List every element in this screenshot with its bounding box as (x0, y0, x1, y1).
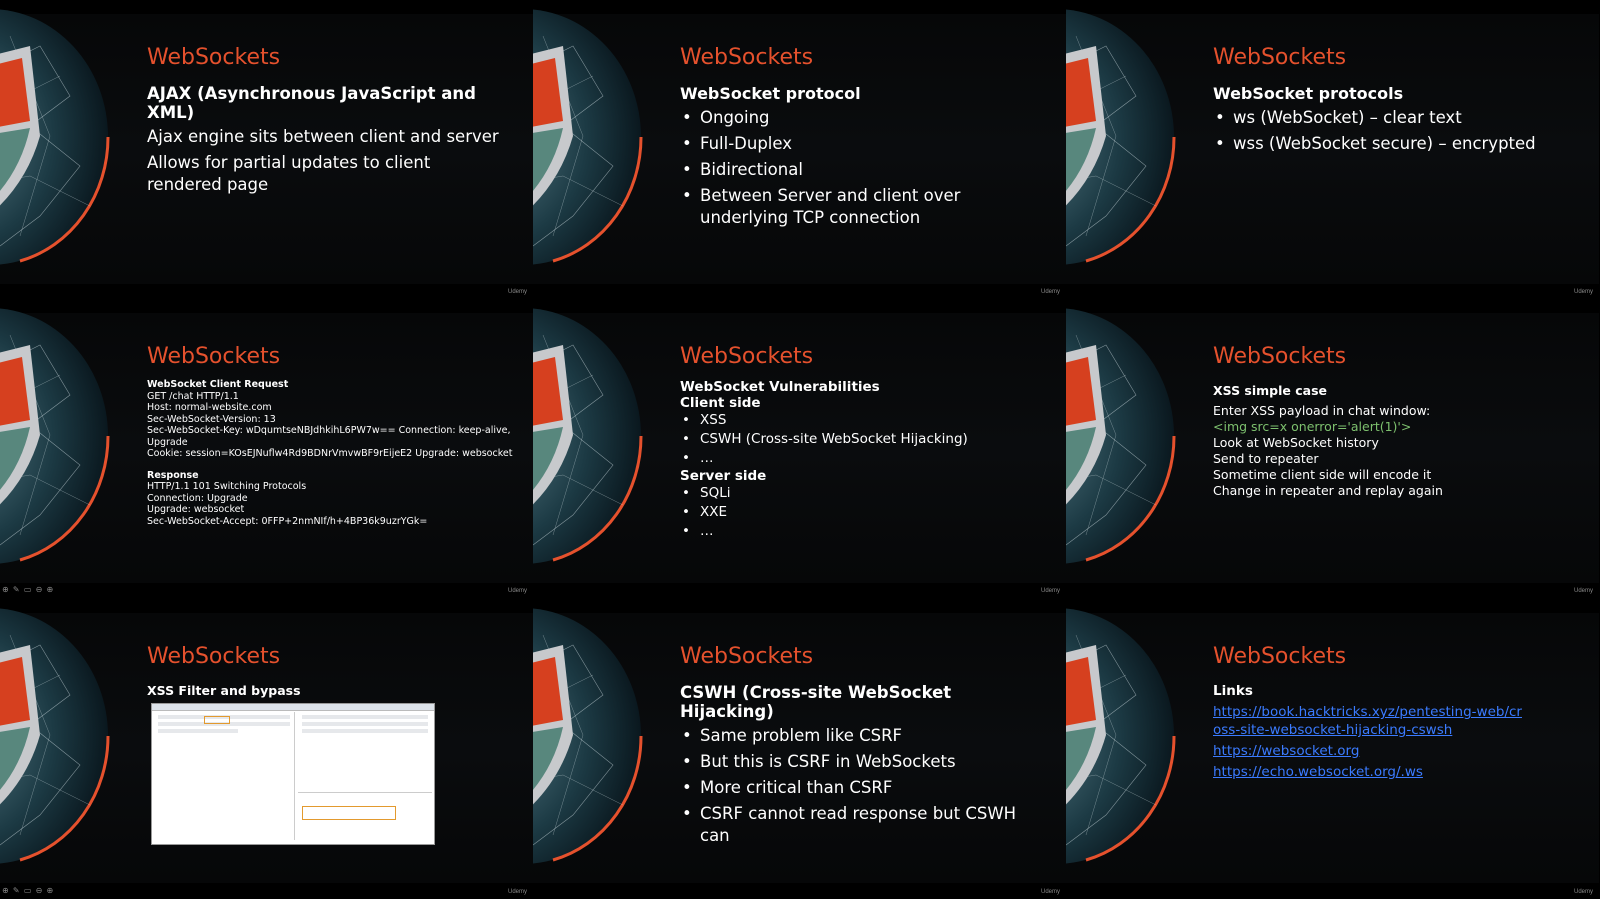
screenshot-left-pane (154, 712, 295, 840)
client-side-heading: Client side (680, 395, 761, 411)
request-line: Sec-WebSocket-Key: wDqumtseNBJdhkihL6PW7w== Connection: keep-alive, Upgrade (147, 425, 511, 448)
text-line: Look at WebSocket history (1213, 435, 1379, 450)
bullet-item: • wss (WebSocket secure) – encrypted (1213, 133, 1581, 155)
watermark: Udemy (1040, 889, 1060, 895)
bullet-list (680, 107, 1048, 229)
bullet-item: • But this is CSRF in WebSockets (680, 751, 1048, 773)
slide-vulnerabilities[interactable] (533, 299, 1066, 598)
globe-shield-icon (0, 605, 110, 867)
watermark: Udemy (1573, 889, 1593, 895)
bullet-item: • … (680, 522, 1048, 541)
slide-title: WebSockets (680, 644, 814, 669)
watermark: Udemy (507, 588, 527, 594)
slide-content (680, 683, 1048, 851)
globe-shield-icon (1066, 605, 1176, 867)
bullet-item: • Bidirectional (680, 159, 1048, 181)
payload-line: <img src=x onerror='alert(1)'> (1213, 419, 1412, 434)
slide-toolbar[interactable]: ⊕ ✎ ▭ ⊖ ⊕ (2, 585, 55, 594)
request-line: GET /chat HTTP/1.1 (147, 390, 239, 402)
slide-content (147, 683, 515, 702)
text-line: Change in repeater and replay again (1213, 483, 1443, 498)
bullet-item: • XSS (680, 411, 1048, 430)
globe-shield-icon (0, 305, 110, 567)
server-side-heading: Server side (680, 468, 767, 484)
text-line: Enter XSS payload in chat window: (1213, 403, 1431, 418)
watermark: Udemy (1573, 289, 1593, 295)
slide-content (1213, 383, 1581, 499)
screenshot-toolbar (152, 704, 434, 711)
slide-websocket-protocols[interactable] (1066, 0, 1599, 299)
globe-shield-icon (1066, 6, 1176, 268)
slide-subtitle: AJAX (Asynchronous JavaScript and XML) (147, 84, 476, 122)
globe-shield-icon (533, 6, 643, 268)
text-line: Send to repeater (1213, 451, 1319, 466)
text-line: Sometime client side will encode it (1213, 467, 1432, 482)
slide-title: WebSockets (147, 344, 281, 369)
screenshot-right-pane (298, 712, 432, 840)
slide-client-request[interactable] (0, 299, 533, 598)
slide-subtitle: WebSocket protocols (1213, 84, 1404, 103)
slide-title: WebSockets (1213, 644, 1347, 669)
slide-websocket-protocol[interactable] (533, 0, 1066, 299)
bullet-item: • ws (WebSocket) – clear text (1213, 107, 1581, 129)
globe-shield-icon (1066, 305, 1176, 567)
client-bullet-list (680, 411, 1048, 468)
slide-links[interactable] (1066, 599, 1599, 899)
slide-subtitle: XSS Filter and bypass (147, 683, 301, 698)
slide-subtitle: WebSocket protocol (680, 84, 861, 103)
slide-content (1213, 84, 1581, 159)
bullet-item: • Same problem like CSRF (680, 725, 1048, 747)
link-hacktricks[interactable]: https://book.hacktricks.xyz/pentesting-web/cross-site-websocket-hijacking-cswsh (1213, 704, 1522, 738)
slide-subtitle: XSS simple case (1213, 383, 1328, 398)
slide-cswh[interactable] (533, 599, 1066, 899)
request-line: Host: normal-website.com (147, 402, 272, 413)
bullet-item: • SQLi (680, 484, 1048, 503)
watermark: Udemy (1040, 289, 1060, 295)
link-websocket-org[interactable]: https://websocket.org (1213, 743, 1360, 759)
globe-shield-icon (533, 305, 643, 567)
watermark: Udemy (1040, 588, 1060, 594)
bullet-item: • CSRF cannot read response but CSWH can (680, 803, 1040, 847)
watermark: Udemy (1573, 588, 1593, 594)
slide-subtitle: Links (1213, 683, 1253, 699)
slide-content (680, 379, 1048, 541)
slide-content (680, 84, 1048, 233)
slide-title: WebSockets (147, 644, 281, 669)
response-line: Sec-WebSocket-Accept: 0FFP+2nmNIf/h+4BP36k9uzrYGk= (147, 515, 428, 527)
slide-subtitle: WebSocket Vulnerabilities (680, 379, 880, 395)
response-line: HTTP/1.1 101 Switching Protocols (147, 481, 307, 492)
slide-xss-simple-case[interactable] (1066, 299, 1599, 598)
globe-shield-icon (0, 6, 110, 268)
request-heading: WebSocket Client Request (147, 379, 289, 390)
text-line: Allows for partial updates to client rendered page (147, 153, 431, 194)
slide-toolbar[interactable]: ⊕ ✎ ▭ ⊖ ⊕ (2, 886, 55, 895)
slide-title: WebSockets (147, 45, 281, 70)
slide-title: WebSockets (680, 344, 814, 369)
request-line: Sec-WebSocket-Version: 13 (147, 413, 276, 425)
bullet-list (1213, 107, 1581, 155)
bullet-item: • Ongoing (680, 107, 1048, 129)
slide-title: WebSockets (1213, 344, 1347, 369)
bullet-item: • Between Server and client over underlying TCP connection (680, 185, 990, 229)
request-line: Cookie: session=KOsEJNuflw4Rd9BDNrVmvwBF9rEijeE2 Upgrade: websocket (147, 448, 513, 459)
slide-title: WebSockets (680, 45, 814, 70)
slide-content (147, 379, 515, 527)
watermark: Udemy (507, 289, 527, 295)
response-line: Connection: Upgrade (147, 492, 248, 504)
bullet-list (680, 725, 1048, 847)
bullet-item: • XXE (680, 503, 1048, 522)
slide-ajax[interactable] (0, 0, 533, 299)
slide-subtitle: CSWH (Cross-site WebSocket Hijacking) (680, 683, 952, 721)
link-echo-websocket[interactable]: https://echo.websocket.org/.ws (1213, 764, 1423, 780)
bullet-item: • More critical than CSRF (680, 777, 1048, 799)
slide-content (1213, 683, 1581, 781)
text-line: Ajax engine sits between client and server (147, 127, 499, 146)
bullet-item: • … (680, 449, 1048, 468)
burp-screenshot-image (151, 703, 435, 845)
slide-title: WebSockets (1213, 45, 1347, 70)
server-bullet-list (680, 484, 1048, 541)
bullet-item: • CSWH (Cross-site WebSocket Hijacking) (680, 430, 1048, 449)
watermark: Udemy (507, 889, 527, 895)
response-line: Upgrade: websocket (147, 504, 245, 515)
bullet-item: • Full-Duplex (680, 133, 1048, 155)
globe-shield-icon (533, 605, 643, 867)
slide-content (147, 84, 515, 196)
response-heading: Response (147, 469, 199, 481)
